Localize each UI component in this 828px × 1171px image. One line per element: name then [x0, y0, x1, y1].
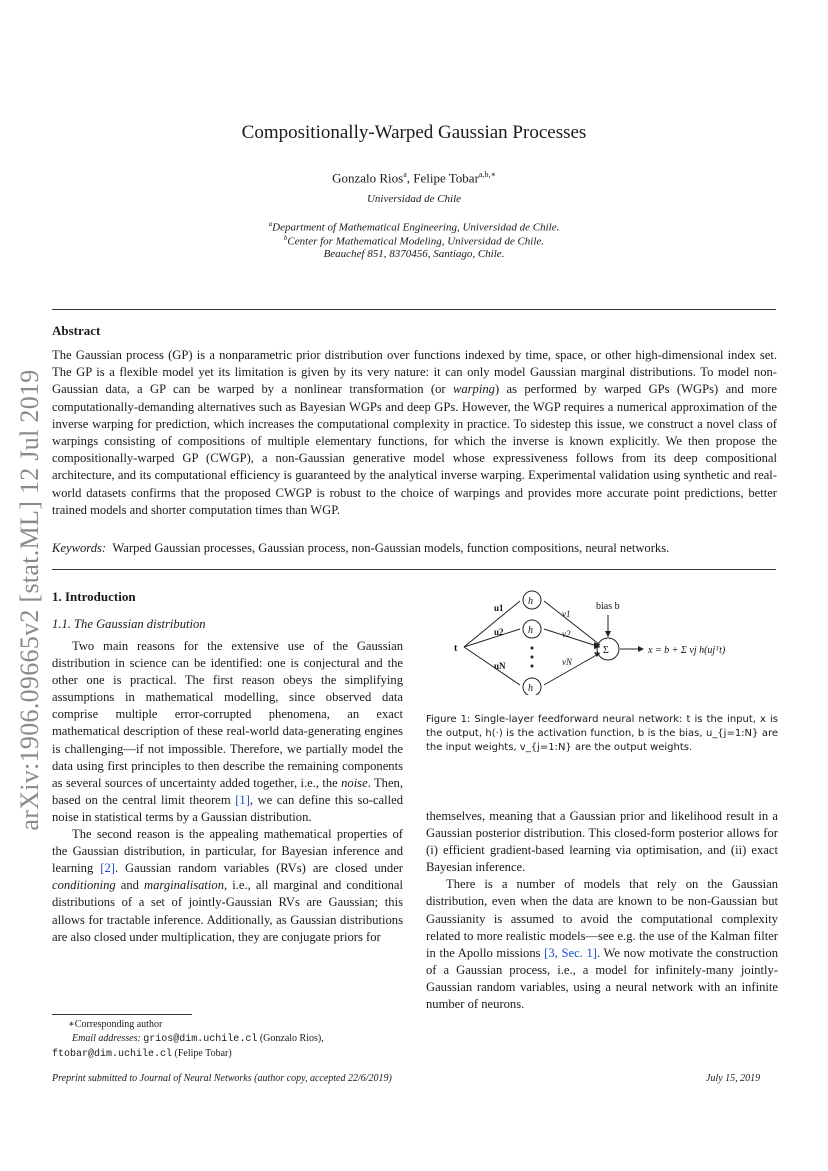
footnote-line: ∗Corresponding author: [68, 1019, 163, 1030]
text: . Then, based on the central limit theorem: [52, 775, 403, 807]
hidden-node-label: h: [528, 596, 533, 607]
arxiv-stamp: arXiv:1906.09665v2 [stat.ML] 12 Jul 2019: [15, 369, 44, 831]
hidden-node-label: h: [528, 625, 533, 636]
footer-date: July 15, 2019: [706, 1073, 761, 1084]
sum-node-label: Σ: [603, 645, 609, 656]
citation-link[interactable]: Sec. 1]: [561, 945, 597, 960]
paragraph: [426, 808, 778, 876]
affiliation-text: Center for Mathematical Modeling, Universidad de Chile.: [287, 235, 545, 248]
emphasis: conditioning: [52, 878, 116, 893]
text: , i.e., all marginal and conditional distributions of a set of jointly-Gaussian RVs are Gaussian; this allows for tractable inference. Additionally, as Gaussian distributions are also closed under multiplication, they are conjugate priors for: [52, 878, 404, 944]
text: themselves, meaning that a Gaussian prior and likelihood result in a Gaussian posterior distribution. This closed-form posterior allows for (i) efficient gradient-based learning via optimisation, and (ii) exact Bayesian inference.: [426, 809, 778, 875]
author-list: [0, 170, 828, 186]
text: . We now motivate the construction of a Gaussian process, i.e., a model for infinitely-many jointly-Gaussian random variables, using a neural network with an infinite number of neurons.: [426, 945, 778, 1012]
email-link[interactable]: grios@dim.uchile.cl: [143, 1034, 258, 1045]
paragraph: [52, 826, 403, 946]
input-label: t: [454, 643, 458, 654]
footnote: [52, 1018, 324, 1062]
affil-mark: a,b,∗: [478, 170, 496, 179]
email-owner: (Gonzalo Rios),: [259, 1033, 324, 1044]
emphasis: marginalisation: [144, 878, 225, 893]
affiliation-line: [0, 220, 828, 234]
text: Two main reasons for the extensive use of the Gaussian distribution in science can be identified: one is conjectural and the other one is practical. The first reason obeys the simplifying assumptions in mathematical modelling, since observed data comprise multiple error-corrupted phenomena, an exact mathematical description of these real-world data-generating engines is challenging—if not impossible. Therefore, we partially model the data using first principles to then describe the remaining components as several sources of uncertainty added together, i.e., the: [52, 639, 403, 790]
footnote-line: [52, 1032, 324, 1047]
bias-label: bias b: [596, 601, 620, 612]
author-name: Felipe Tobar: [413, 170, 479, 186]
text: There is a number of models that rely on the Gaussian distribution, even when the data are known to be non-Gaussian but Gaussianity is assumed to avoid the computational complexity related to more realistic models—see e.g. the use of the Kalman filter in the Apollo missions: [426, 877, 778, 960]
emphasis: noise: [341, 775, 368, 790]
text: The second reason is the appealing mathematical properties of the Gaussian distribution, in particular, for Bayesian inference and learning: [52, 827, 403, 876]
keywords-label: Keywords:: [52, 541, 107, 555]
right-column: [426, 808, 778, 1013]
weight-label: v1: [562, 609, 571, 619]
email-label: Email addresses:: [72, 1033, 141, 1044]
paragraph: [52, 638, 403, 826]
affil-mark: a: [268, 220, 273, 228]
email-owner: (Felipe Tobar): [174, 1048, 232, 1059]
author-separator: ,: [406, 170, 414, 186]
neural-network-figure: [440, 585, 780, 695]
subsection-heading: 1.1. The Gaussian distribution: [52, 617, 206, 631]
divider: [52, 569, 776, 570]
citation-link[interactable]: [2]: [100, 861, 115, 876]
paper-title: Compositionally-Warped Gaussian Processes: [241, 122, 587, 143]
hidden-node-label: h: [528, 683, 533, 694]
affil-mark: b: [283, 234, 288, 242]
abstract-text: The Gaussian process (GP) is a nonparametric prior distribution over functions indexed by time, space, or other high-dimensional index set. The GP is a flexible model yet its limitation is given by its very nature: it can only model Gaussian marginal distributions. To model non-Gaussian data, a GP can be warped by a nonlinear transformation (or: [52, 348, 777, 397]
abstract-text: ) as performed by warped GPs (WGPs) and more computationally-demanding alternatives such as Bayesian WGPs and deep GPs. However, the WGP requires a numerical approximation of the inverse warping for prediction, which increases the computational complexity in practice. To sidestep this issue, we construct a novel class of warpings consisting of compositions of multiple elementary functions, for which the inverse is known explicitly. We then propose the compositionally-warped GP (CWGP), a non-Gaussian generative model whose expressiveness follows from its deep compositional architecture, and its computational efficiency is guaranteed by the analytical inverse warping. Experimental validation using synthetic and real-world datasets confirms that the proposed CWGP is robust to the choice of warpings and provides more accurate point predictions, better trained models and shorter computation times than WGP.: [52, 382, 778, 517]
footnote-line: [52, 1047, 324, 1062]
citation-link[interactable]: [3,: [544, 945, 558, 960]
abstract-heading: Abstract: [52, 323, 101, 338]
divider: [52, 309, 776, 310]
weight-label: uN: [494, 661, 506, 671]
footnote-divider: [52, 1014, 192, 1015]
text: . Gaussian random variables (RVs) are closed under: [114, 861, 403, 876]
keywords-text: Warped Gaussian processes, Gaussian process, non-Gaussian models, function compositions, neural networks.: [112, 541, 670, 555]
affiliation-line: [0, 248, 828, 260]
affil-mark: a: [403, 170, 407, 179]
author-name: Gonzalo Rios: [332, 170, 404, 186]
text: , we can define this so-called noise in statistical terms by a Gaussian distribution.: [52, 792, 404, 824]
footer-left: Preprint submitted to Journal of Neural Networks (author copy, accepted 22/6/2019): [52, 1073, 392, 1084]
section-heading: 1. Introduction: [52, 589, 136, 604]
output-equation: x = b + Σ vj h(ujᵀt): [648, 645, 726, 656]
keywords: [52, 541, 777, 556]
weight-label: u2: [494, 627, 504, 637]
university: Universidad de Chile: [366, 193, 462, 205]
affiliation-line: [0, 234, 828, 248]
weight-label: vN: [562, 657, 572, 667]
affiliation-text: Beauchef 851, 8370456, Santiago, Chile.: [323, 248, 505, 260]
abstract-body: [52, 347, 777, 519]
email-link[interactable]: ftobar@dim.uchile.cl: [52, 1049, 173, 1060]
text: and: [115, 878, 144, 893]
weight-label: v2: [562, 629, 571, 639]
citation-link[interactable]: [1]: [235, 792, 250, 807]
paragraph: [426, 876, 778, 1013]
figure-caption: Figure 1: Single-layer feedforward neural network: t is the input, x is the output, h(·) is the activation function, b is the bias, u_{j=1:N} are the input weights, v_{j=1:N} are the output weights.: [426, 714, 778, 753]
weight-label: u1: [494, 603, 504, 613]
abstract-emphasis: warping: [452, 382, 495, 397]
affiliation-text: Department of Mathematical Engineering, Universidad de Chile.: [272, 221, 560, 234]
left-column: [52, 638, 403, 946]
